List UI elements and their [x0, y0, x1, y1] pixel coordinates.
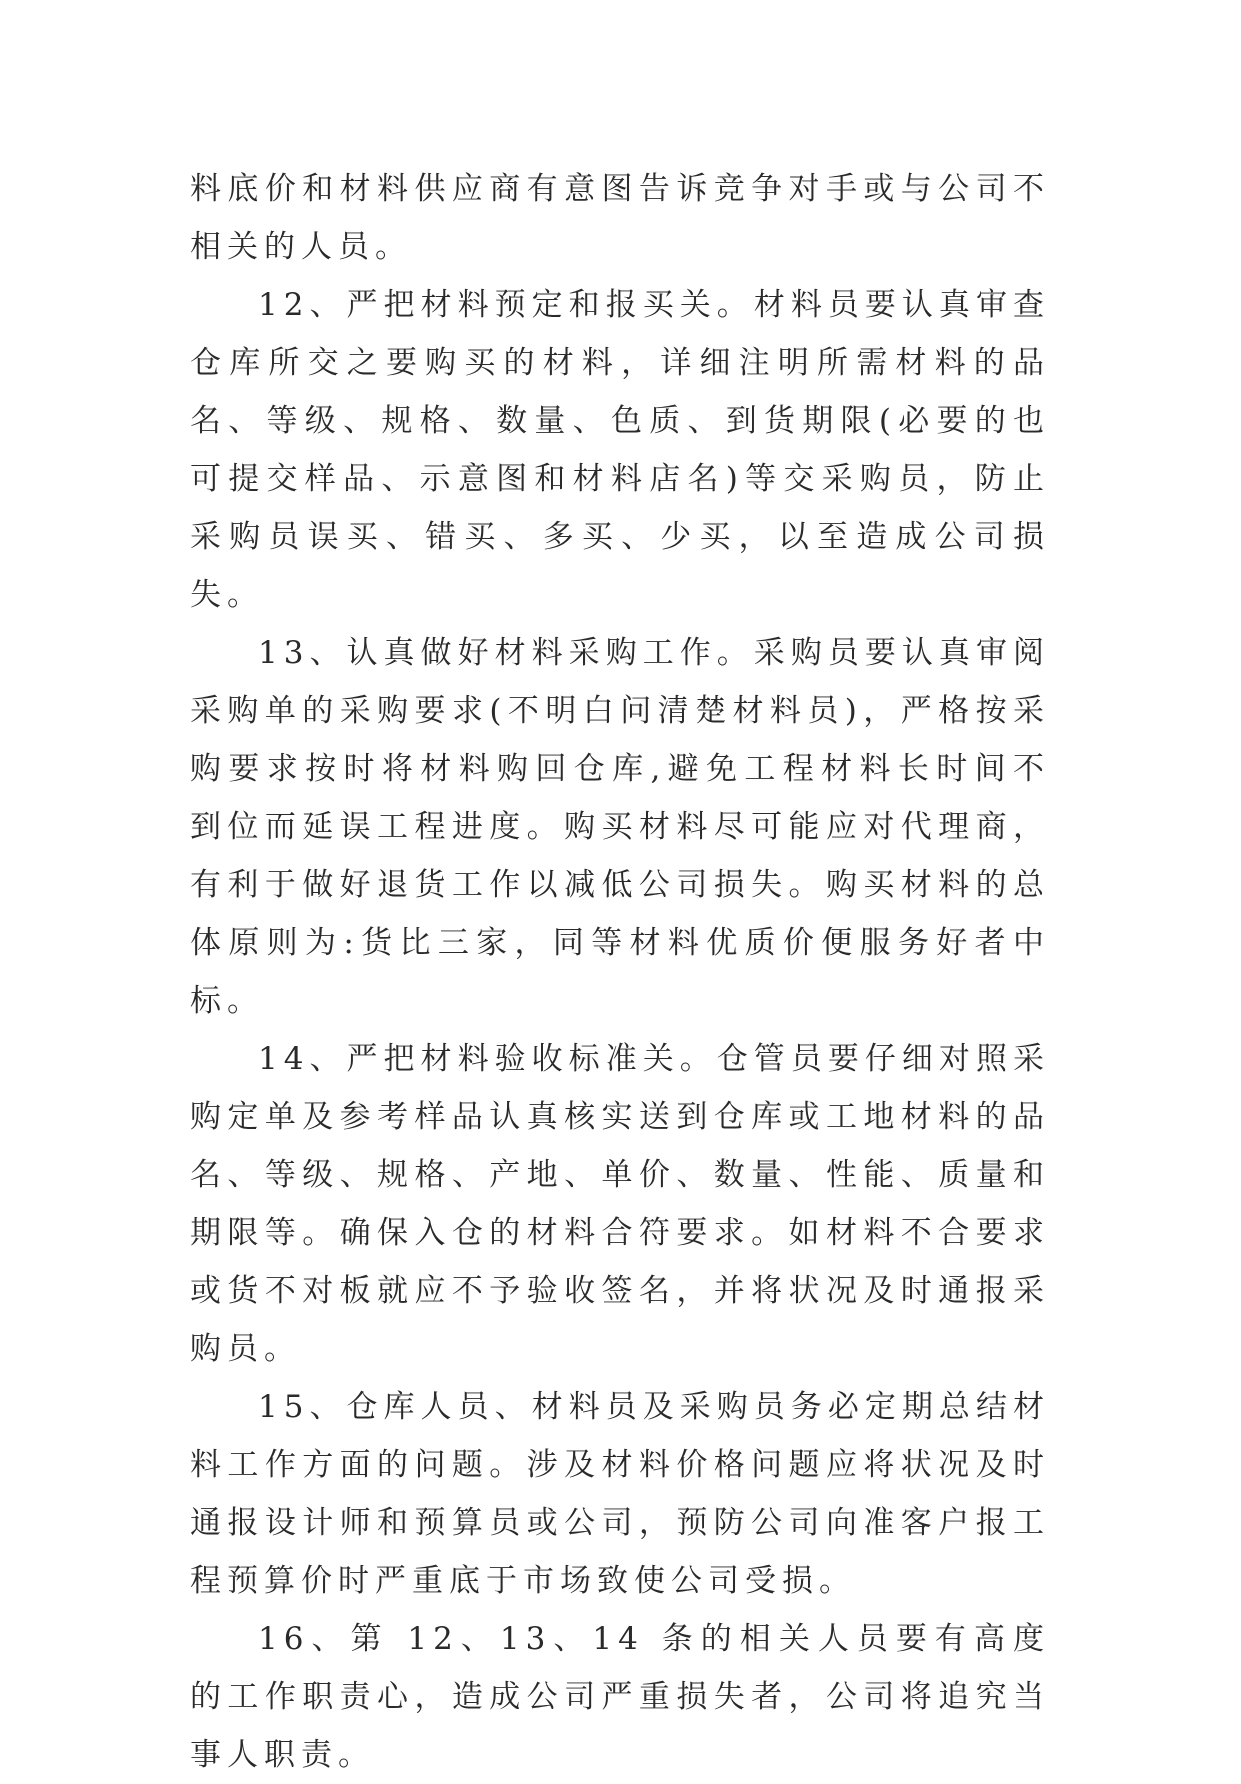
paragraph-item-15: 15、仓库人员、材料员及采购员务必定期总结材料工作方面的问题。涉及材料价格问题应将状况及时通报设计师和预算员或公司，预防公司向准客户报工程预算价时严重底于市场致使公司受损。	[190, 1389, 1050, 1599]
paragraph-continuation: 料底价和材料供应商有意图告诉竞争对手或与公司不相关的人员。	[190, 171, 1050, 265]
paragraph-item-16: 16、第 12、13、14 条的相关人员要有高度的工作职责心，造成公司严重损失者，公司将追究当事人职责。	[190, 1621, 1050, 1773]
paragraph-item-13: 13、认真做好材料采购工作。采购员要认真审阅采购单的采购要求(不明白问清楚材料员)，严格按采购要求按时将材料购回仓库,避免工程材料长时间不到位而延误工程进度。购买材料尽可能应对代理商，有利于做好退货工作以减低公司损失。购买材料的总体原则为:货比三家，同等材料优质价便服务好者中标。	[190, 635, 1050, 1019]
paragraph-item-14: 14、严把材料验收标准关。仓管员要仔细对照采购定单及参考样品认真核实送到仓库或工地材料的品名、等级、规格、产地、单价、数量、性能、质量和期限等。确保入仓的材料合符要求。如材料不合要求或货不对板就应不予验收签名，并将状况及时通报采购员。	[190, 1041, 1050, 1367]
document-body	[190, 160, 1050, 1784]
paragraph-item-12: 12、严把材料预定和报买关。材料员要认真审查仓库所交之要购买的材料，详细注明所需材料的品名、等级、规格、数量、色质、到货期限(必要的也可提交样品、示意图和材料店名)等交采购员，防止采购员误买、错买、多买、少买，以至造成公司损失。	[190, 287, 1050, 613]
